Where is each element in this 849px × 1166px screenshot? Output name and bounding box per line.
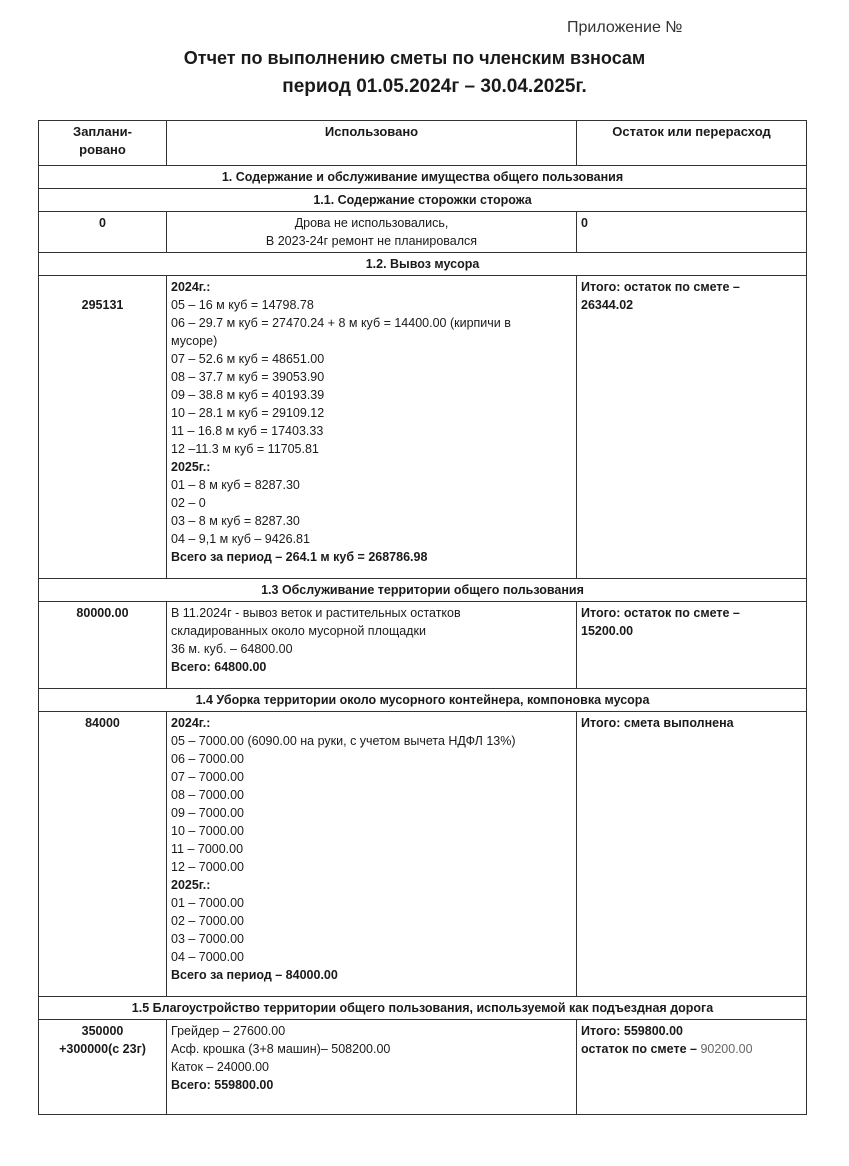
used-cell: [167, 1020, 577, 1115]
used-line: 03 – 8 м куб = 8287.30: [171, 514, 300, 528]
remain-cell: Итого: остаток по смете – 26344.02: [577, 276, 807, 579]
used-line: 09 – 38.8 м куб = 40193.39: [171, 388, 325, 402]
section-1-3-title: 1.3 Обслуживание территории общего пользования: [39, 579, 807, 602]
header-remain: Остаток или перерасход: [577, 121, 807, 166]
used-line: 2025г.:: [171, 878, 211, 892]
section-row: [39, 166, 807, 189]
section-row: [39, 189, 807, 212]
table-row: [39, 276, 807, 579]
section-1-2-title: 1.2. Вывоз мусора: [39, 253, 807, 276]
section-row: [39, 689, 807, 712]
remain-value: 90200.00: [700, 1042, 753, 1056]
table-row: [39, 212, 807, 253]
used-line: 12 – 7000.00: [171, 860, 244, 874]
table-row: [39, 602, 807, 689]
used-line: 10 – 28.1 м куб = 29109.12: [171, 406, 325, 420]
used-line: 11 – 16.8 м куб = 17403.33: [171, 424, 324, 438]
header-planned: Заплани- ровано: [39, 121, 167, 166]
section-1-title: 1. Содержание и обслуживание имущества общего пользования: [39, 166, 807, 189]
used-line: Всего за период – 84000.00: [171, 968, 338, 982]
section-1-1-title: 1.1. Содержание сторожки сторожа: [39, 189, 807, 212]
header-used: Использовано: [167, 121, 577, 166]
planned-cell: 0: [39, 212, 167, 253]
used-line: 2024г.:: [171, 280, 211, 294]
used-line: 01 – 7000.00: [171, 896, 244, 910]
used-line: 02 – 0: [171, 496, 206, 510]
used-line: 36 м. куб. – 64800.00: [171, 642, 293, 656]
used-line: 08 – 37.7 м куб = 39053.90: [171, 370, 325, 384]
section-row: [39, 253, 807, 276]
used-line: Грейдер – 27600.00: [171, 1024, 286, 1038]
table-row: [39, 712, 807, 997]
used-line: 07 – 52.6 м куб = 48651.00: [171, 352, 325, 366]
section-1-4-title: 1.4 Уборка территории около мусорного контейнера, компоновка мусора: [39, 689, 807, 712]
remain-cell: Итого: 559800.00 остаток по смете – 90200.00: [577, 1020, 807, 1115]
used-line: Всего за период – 264.1 м куб = 268786.98: [171, 550, 428, 564]
used-line: 06 – 7000.00: [171, 752, 244, 766]
used-line: 2025г.:: [171, 460, 211, 474]
used-line: Всего: 559800.00: [171, 1078, 274, 1092]
used-line: 09 – 7000.00: [171, 806, 244, 820]
used-line: 12 –11.3 м куб = 11705.81: [171, 442, 319, 456]
used-cell: [167, 712, 577, 997]
report-period: период 01.05.2024г – 30.04.2025г.: [282, 76, 587, 97]
remain-cell: Итого: остаток по смете – 15200.00: [577, 602, 807, 689]
section-row: [39, 997, 807, 1020]
used-line: 03 – 7000.00: [171, 932, 244, 946]
used-line: Каток – 24000.00: [171, 1060, 269, 1074]
used-line: 11 – 7000.00: [171, 842, 244, 856]
used-cell: [167, 276, 577, 579]
used-line: 01 – 8 м куб = 8287.30: [171, 478, 300, 492]
appendix-label: Приложение №: [567, 19, 683, 36]
used-line: 06 – 29.7 м куб = 27470.24 + 8 м куб = 14400.00 (кирпичи в: [171, 316, 511, 330]
table-row: [39, 1020, 807, 1115]
planned-cell: 295131: [39, 276, 167, 579]
planned-cell: 80000.00: [39, 602, 167, 689]
used-line: В 11.2024г - вывоз веток и растительных остатков: [171, 606, 461, 620]
used-line: 05 – 16 м куб = 14798.78: [171, 298, 314, 312]
used-line: Асф. крошка (3+8 машин)– 508200.00: [171, 1042, 391, 1056]
planned-cell: 84000: [39, 712, 167, 997]
used-line: Всего: 64800.00: [171, 660, 267, 674]
used-line: 05 – 7000.00 (6090.00 на руки, с учетом вычета НДФЛ 13%): [171, 734, 516, 748]
table-header-row: [39, 121, 807, 166]
used-line: 07 – 7000.00: [171, 770, 244, 784]
section-1-5-title: 1.5 Благоустройство территории общего пользования, используемой как подъездная дорога: [39, 997, 807, 1020]
report-table: [38, 120, 807, 1115]
remain-prefix: остаток по смете –: [581, 1042, 697, 1056]
report-title: Отчет по выполнению сметы по членским взносам: [183, 48, 646, 68]
used-line: складированных около мусорной площадки: [171, 624, 426, 638]
section-row: [39, 579, 807, 602]
used-line: 2024г.:: [171, 716, 211, 730]
used-line: 08 – 7000.00: [171, 788, 244, 802]
remain-cell: Итого: смета выполнена: [577, 712, 807, 997]
planned-cell: 350000 +300000(с 23г): [39, 1020, 167, 1115]
used-line: мусоре): [171, 334, 218, 348]
used-line: 10 – 7000.00: [171, 824, 244, 838]
remain-cell: 0: [577, 212, 807, 253]
used-line: 04 – 9,1 м куб – 9426.81: [171, 532, 310, 546]
used-cell: Дрова не использовались, В 2023-24г ремонт не планировался: [167, 212, 577, 253]
used-cell: [167, 602, 577, 689]
used-line: 02 – 7000.00: [171, 914, 244, 928]
used-line: 04 – 7000.00: [171, 950, 244, 964]
